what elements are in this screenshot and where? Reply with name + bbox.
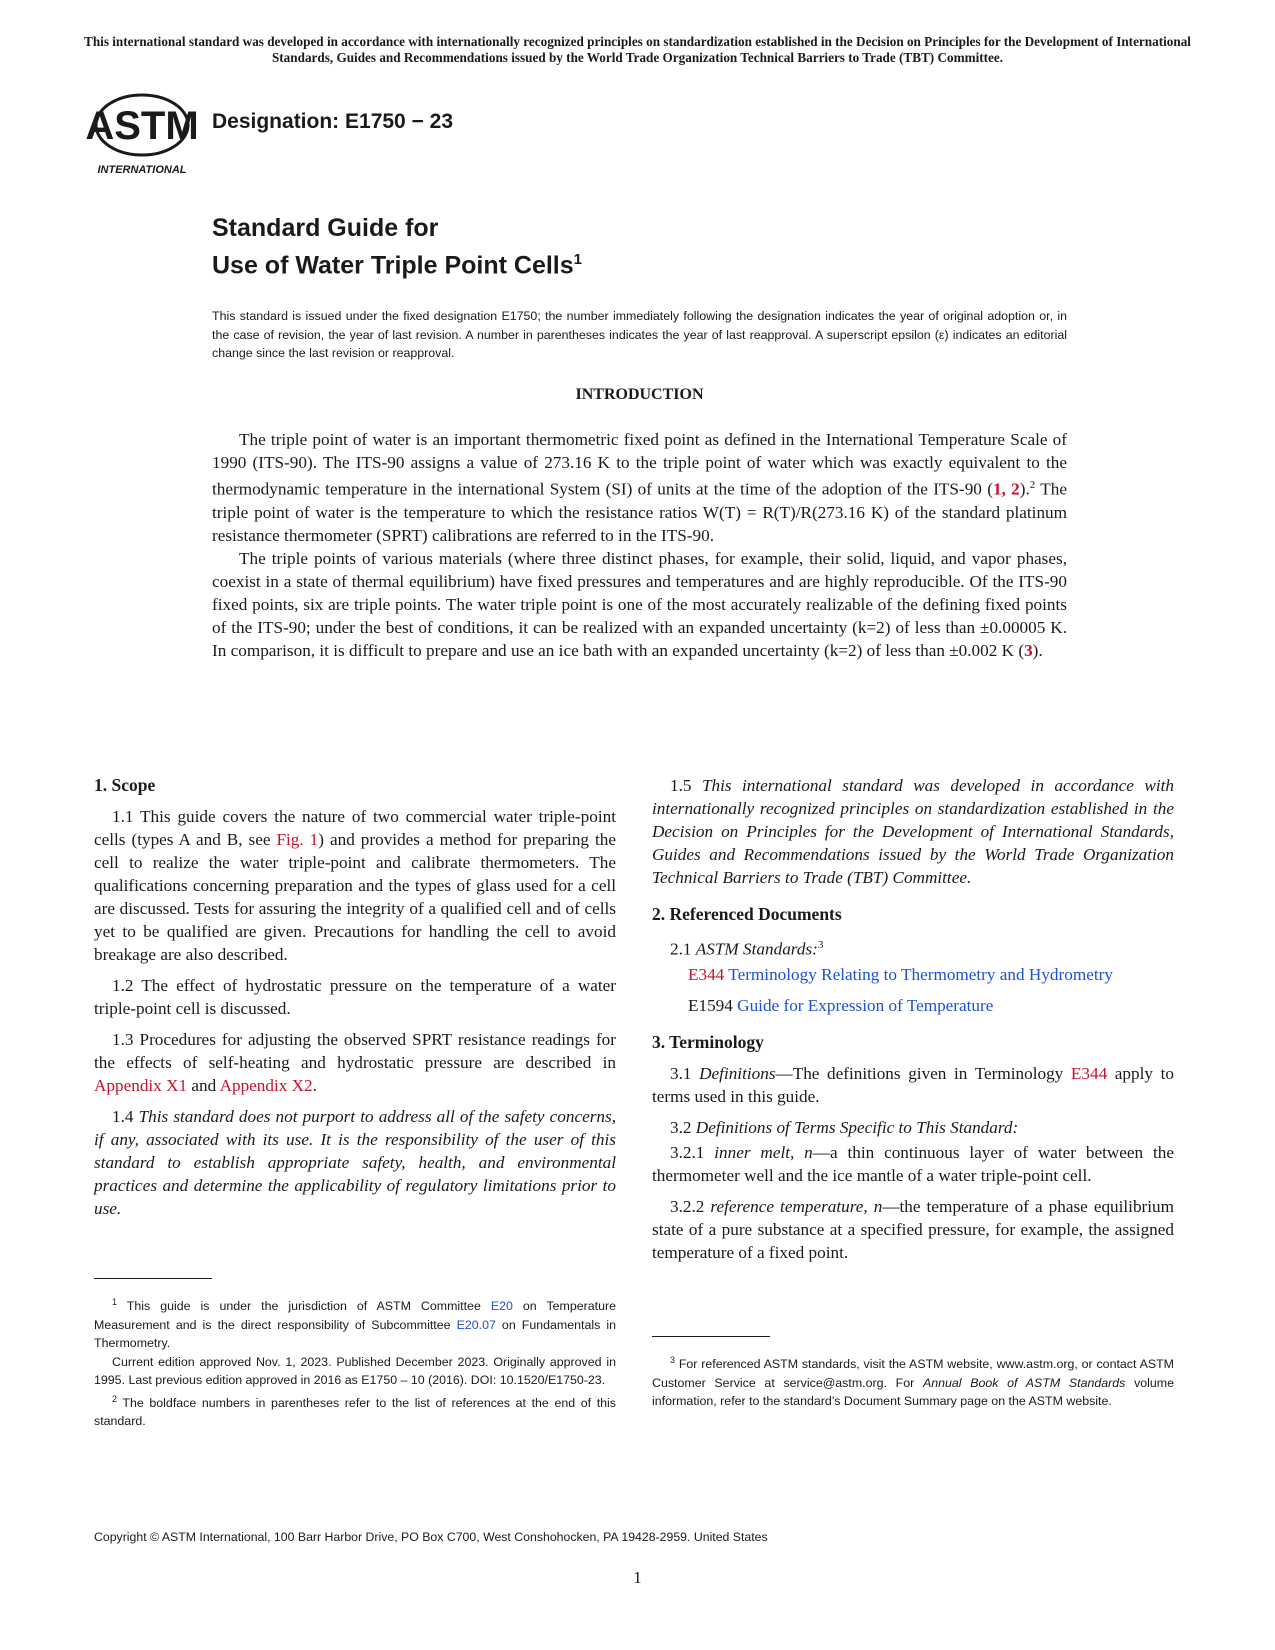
svg-text:INTERNATIONAL: INTERNATIONAL: [97, 164, 187, 176]
document-title: [212, 212, 582, 281]
reference-link[interactable]: 3: [1024, 640, 1033, 660]
issuance-note: This standard is issued under the fixed designation E1750; the number immediately following the designation indicates the year of original adoption or, in the case of revision, the year of last revision. A number in parentheses indicates the year of last reapproval. A superscript epsilon (ε) indicates an editorial change since the last revision or reapproval.: [212, 309, 1067, 360]
appendix-x2-link[interactable]: Appendix X2: [219, 1076, 313, 1095]
paragraph-2-1: 2.1 ASTM Standards:$^3$: [670, 939, 824, 959]
right-column: [652, 774, 1174, 1272]
standard-code-link[interactable]: E344: [688, 964, 725, 984]
paragraph-3-1: 3.1 Definitions—The definitions given in Terminology E344 apply to terms used in this guide.: [652, 1063, 1174, 1106]
appendix-x1-link[interactable]: Appendix X1: [94, 1076, 188, 1095]
introduction-heading: INTRODUCTION: [575, 386, 704, 403]
figure-link[interactable]: Fig. 1: [276, 830, 319, 849]
astm-logo: [85, 85, 199, 177]
footnotes-left: [94, 1278, 616, 1431]
referenced-standard-e344: [652, 963, 1174, 986]
astm-logo-mark: [85, 85, 199, 177]
footnotes-right: [652, 1336, 1174, 1411]
referenced-standard-e1594: E1594 Guide for Expression of Temperature: [688, 995, 994, 1015]
page-number: 1: [633, 1568, 642, 1587]
title-footnote-mark[interactable]: 1: [573, 251, 582, 268]
paragraph-1-4: 1.4 This standard does not purport to address all of the safety concerns, if any, associated with its use. It is the responsibility of the user of this standard to establish appropriate safety, health, and environmental practices and determine the applicability of regulatory limitations prior to use.: [94, 1107, 616, 1218]
section-heading-referenced-documents: 2. Referenced Documents: [652, 904, 842, 924]
footnote-mark[interactable]: 3: [817, 939, 824, 951]
paragraph-3-2-2: 3.2.2 reference temperature, n—the temperature of a phase equilibrium state of a pure substance at a specified pressure, for example, the assigned temperature of a fixed point.: [652, 1196, 1175, 1262]
designation: Designation: E1750 − 23: [212, 110, 454, 133]
paragraph-1-5: 1.5 This international standard was developed in accordance with internationally recognized principles on standardization established in the Decision on Principles for the Development of International Standards, Guides and Recommendations issued by the World Trade Organization Technical Barriers to Trade (TBT) Committee.: [652, 776, 1174, 887]
footnote-3: $^3$ For referenced ASTM standards, visit the ASTM website, www.astm.org, or contact ASTM Customer Service at service@astm.org. For Annual Book of ASTM Standards volume information, refer to the standard’s Document Summary page on the ASTM website.: [652, 1355, 1175, 1409]
standard-title-link[interactable]: Terminology Relating to Thermometry and Hydrometry: [728, 964, 1113, 984]
paragraph-1-1: 1.1 This guide covers the nature of two commercial water triple-point cells (types A and B, see Fig. 1) and provides a method for preparing the cell to realize the water triple-point and calibrate thermometers. The qualifications concerning preparation and the types of glass used for a cell are discussed. Tests for assuring the integrity of a qualified cell and of cells yet to be qualified are given. Precautions for handling the cell to avoid breakage are also described.: [94, 807, 616, 964]
wto-notice: This international standard was developed in accordance with internationally recognized principles on standardization established in the Decision on Principles for the Development of International Standards, Guides and Recommendations issued by the World Trade Organization Technical Barriers to Trade (TBT) Committee.: [84, 34, 1191, 65]
left-column: [94, 774, 616, 1228]
intro-paragraph-1: The triple point of water is an important thermometric fixed point as defined in the International Temperature Scale of 1990 (ITS-90). The ITS-90 assigns a value of 273.16 K to the triple point of water which was exactly equivalent to the thermodynamic temperature in the international System (SI) of units at the time of the adoption of the ITS-90 (1, 2).$^2$ The triple point of water is the temperature to which the resistance ratios W(T) = R(T)/R(273.16 K) of the standard platinum resistance thermometer (SPRT) calibrations are referred to in the ITS-90.: [212, 430, 1067, 545]
footnote-mark[interactable]: 2: [1029, 479, 1036, 491]
svg-text:ASTM: ASTM: [85, 104, 199, 148]
section-heading-scope: 1. Scope: [94, 775, 156, 795]
reference-link[interactable]: 1, 2: [992, 479, 1020, 499]
title-line-1: Standard Guide for: [212, 214, 439, 242]
paragraph-3-2: 3.2 Definitions of Terms Specific to This Standard:: [670, 1117, 1019, 1137]
title-line-2: Use of Water Triple Point Cells$^1$: [212, 251, 582, 280]
section-heading-terminology: 3. Terminology: [652, 1031, 764, 1052]
paragraph-3-2-1: 3.2.1 inner melt, n—a thin continuous layer of water between the thermometer well and the ice mantle of a water triple-point cell.: [652, 1142, 1174, 1185]
committee-link[interactable]: E20: [490, 1299, 513, 1314]
paragraph-1-2: 1.2 The effect of hydrostatic pressure on the temperature of a water triple-point cell is discussed.: [94, 976, 616, 1018]
introduction-body: [212, 428, 1067, 662]
copyright-notice: Copyright © ASTM International, 100 Barr Harbor Drive, PO Box C700, West Conshohocken, PA 19428-2959. United States: [94, 1530, 768, 1544]
standard-code-link[interactable]: E344: [1070, 1063, 1108, 1083]
footnote-2: $^2$ The boldface numbers in parentheses refer to the list of references at the end of this standard.: [94, 1393, 616, 1429]
subcommittee-link[interactable]: E20.07: [456, 1317, 496, 1332]
intro-paragraph-2: The triple points of various materials (where three distinct phases, for example, their solid, liquid, and vapor phases, coexist in a state of thermal equilibrium) have fixed pressures and temperatures and are highly reproducible. Of the ITS-90 fixed points, six are triple points. The water triple point is one of the most accurately realizable of the defining fixed points of the ITS-90; under the best of conditions, it can be realized with an expanded uncertainty (k=2) of less than ±0.00005 K. In comparison, it is difficult to prepare and use an ice bath with an expanded uncertainty (k=2) of less than ±0.002 K (3).: [212, 548, 1067, 660]
standard-title-link[interactable]: Guide for Expression of Temperature: [737, 995, 994, 1015]
footnote-1: $^1$ This guide is under the jurisdiction of ASTM Committee E20 on Temperature Measurement and is the direct responsibility of Subcommittee E20.07 on Fundamentals in Thermometry.: [94, 1297, 616, 1351]
paragraph-1-3: 1.3 Procedures for adjusting the observed SPRT resistance readings for the effects of self-heating and hydrostatic pressure are described in Appendix X1 and Appendix X2.: [94, 1030, 616, 1095]
footnote-1-edition: Current edition approved Nov. 1, 2023. Published December 2023. Originally approved in 1995. Last previous edition approved in 2016 as E1750 – 10 (2016). DOI: 10.1520/E1750-23.: [94, 1354, 616, 1388]
